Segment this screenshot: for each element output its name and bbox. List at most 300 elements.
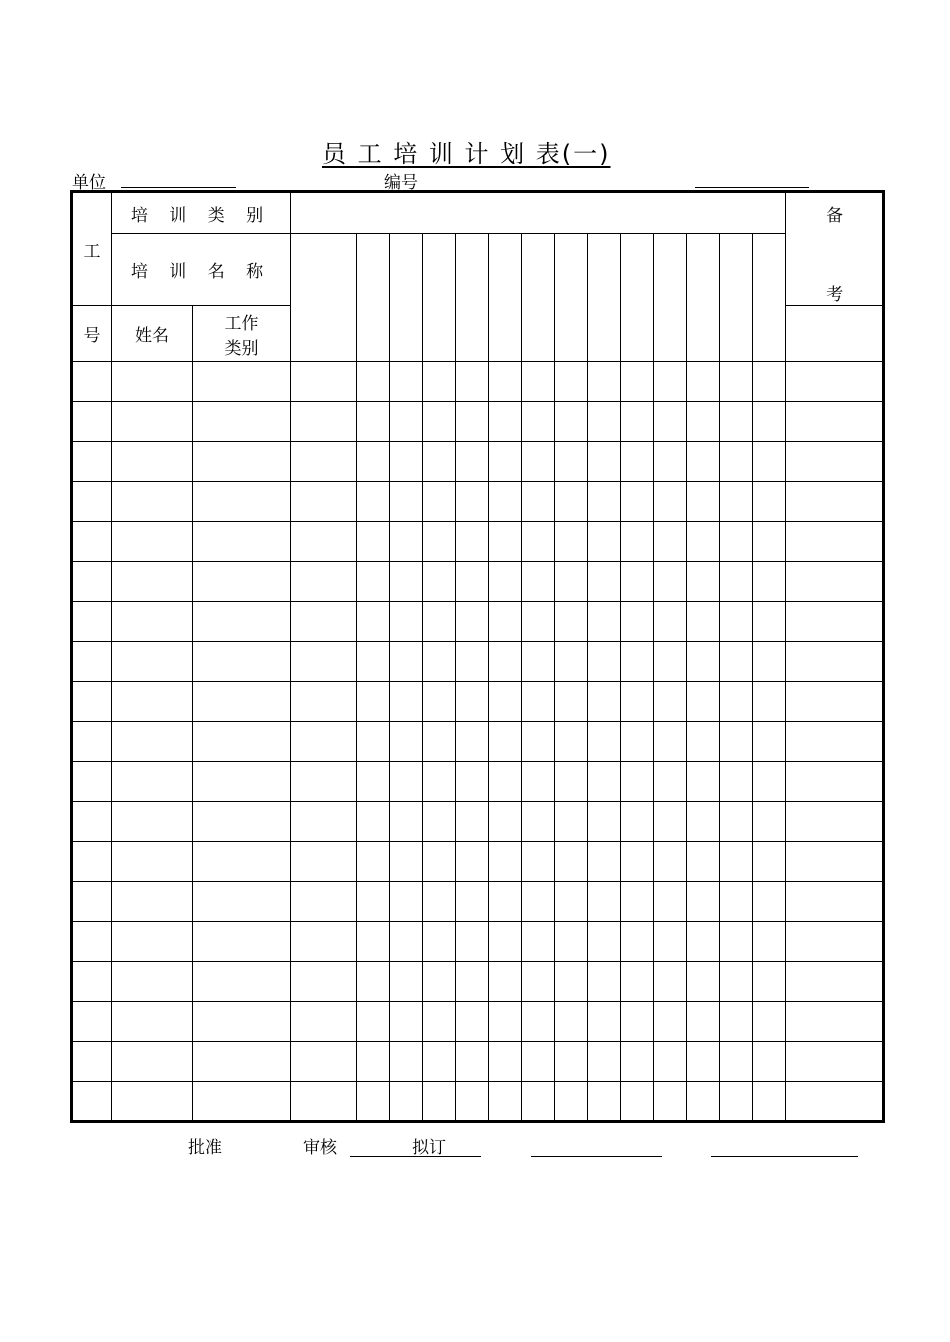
table-cell[interactable] <box>555 402 588 442</box>
table-cell[interactable] <box>654 682 687 722</box>
table-cell[interactable] <box>654 762 687 802</box>
table-cell[interactable] <box>72 442 112 482</box>
table-cell[interactable] <box>588 842 621 882</box>
table-cell[interactable] <box>72 922 112 962</box>
table-cell[interactable] <box>687 562 720 602</box>
table-cell[interactable] <box>654 842 687 882</box>
table-cell[interactable] <box>357 522 390 562</box>
course-column-header[interactable] <box>588 234 621 362</box>
table-cell[interactable] <box>753 882 786 922</box>
table-cell[interactable] <box>112 642 193 682</box>
table-cell[interactable] <box>522 762 555 802</box>
table-cell[interactable] <box>112 802 193 842</box>
table-cell[interactable] <box>786 642 884 682</box>
table-cell[interactable] <box>72 362 112 402</box>
table-cell[interactable] <box>588 402 621 442</box>
table-cell[interactable] <box>588 1002 621 1042</box>
table-cell[interactable] <box>423 1002 456 1042</box>
course-column-header[interactable] <box>489 234 522 362</box>
table-cell[interactable] <box>621 442 654 482</box>
table-cell[interactable] <box>555 482 588 522</box>
table-cell[interactable] <box>588 1042 621 1082</box>
table-cell[interactable] <box>72 882 112 922</box>
table-cell[interactable] <box>786 602 884 642</box>
table-cell[interactable] <box>786 882 884 922</box>
table-cell[interactable] <box>720 642 753 682</box>
table-cell[interactable] <box>654 962 687 1002</box>
table-cell[interactable] <box>654 642 687 682</box>
table-cell[interactable] <box>753 482 786 522</box>
table-cell[interactable] <box>588 522 621 562</box>
table-cell[interactable] <box>456 1002 489 1042</box>
table-cell[interactable] <box>555 802 588 842</box>
table-cell[interactable] <box>555 962 588 1002</box>
table-cell[interactable] <box>193 882 291 922</box>
table-cell[interactable] <box>753 1042 786 1082</box>
table-cell[interactable] <box>72 762 112 802</box>
table-cell[interactable] <box>720 962 753 1002</box>
table-cell[interactable] <box>687 482 720 522</box>
table-cell[interactable] <box>489 842 522 882</box>
table-cell[interactable] <box>456 882 489 922</box>
table-cell[interactable] <box>786 962 884 1002</box>
table-cell[interactable] <box>456 762 489 802</box>
table-cell[interactable] <box>390 842 423 882</box>
table-cell[interactable] <box>786 482 884 522</box>
table-cell[interactable] <box>423 922 456 962</box>
table-cell[interactable] <box>291 1082 357 1122</box>
table-cell[interactable] <box>423 442 456 482</box>
table-cell[interactable] <box>390 602 423 642</box>
table-cell[interactable] <box>489 522 522 562</box>
table-cell[interactable] <box>423 682 456 722</box>
table-cell[interactable] <box>786 762 884 802</box>
table-cell[interactable] <box>291 762 357 802</box>
table-cell[interactable] <box>357 562 390 602</box>
table-cell[interactable] <box>720 842 753 882</box>
table-cell[interactable] <box>588 722 621 762</box>
table-cell[interactable] <box>522 522 555 562</box>
table-cell[interactable] <box>654 722 687 762</box>
table-cell[interactable] <box>72 722 112 762</box>
table-cell[interactable] <box>390 1042 423 1082</box>
table-cell[interactable] <box>621 1042 654 1082</box>
table-cell[interactable] <box>786 842 884 882</box>
table-cell[interactable] <box>456 962 489 1002</box>
table-cell[interactable] <box>72 642 112 682</box>
table-cell[interactable] <box>489 402 522 442</box>
table-cell[interactable] <box>621 562 654 602</box>
table-cell[interactable] <box>193 842 291 882</box>
table-cell[interactable] <box>112 602 193 642</box>
table-cell[interactable] <box>555 602 588 642</box>
course-column-header[interactable] <box>522 234 555 362</box>
table-cell[interactable] <box>489 802 522 842</box>
table-cell[interactable] <box>291 1002 357 1042</box>
table-cell[interactable] <box>193 442 291 482</box>
course-column-header[interactable] <box>654 234 687 362</box>
table-cell[interactable] <box>291 962 357 1002</box>
table-cell[interactable] <box>753 842 786 882</box>
table-cell[interactable] <box>588 682 621 722</box>
table-cell[interactable] <box>489 722 522 762</box>
table-cell[interactable] <box>654 362 687 402</box>
table-cell[interactable] <box>291 362 357 402</box>
table-cell[interactable] <box>291 402 357 442</box>
table-cell[interactable] <box>522 402 555 442</box>
table-cell[interactable] <box>621 362 654 402</box>
table-cell[interactable] <box>621 522 654 562</box>
table-cell[interactable] <box>390 482 423 522</box>
table-cell[interactable] <box>489 1042 522 1082</box>
table-cell[interactable] <box>357 682 390 722</box>
table-cell[interactable] <box>621 402 654 442</box>
table-cell[interactable] <box>588 562 621 602</box>
table-cell[interactable] <box>654 882 687 922</box>
table-cell[interactable] <box>687 682 720 722</box>
table-cell[interactable] <box>654 442 687 482</box>
table-cell[interactable] <box>423 602 456 642</box>
table-cell[interactable] <box>786 682 884 722</box>
table-cell[interactable] <box>423 642 456 682</box>
table-cell[interactable] <box>357 802 390 842</box>
table-cell[interactable] <box>720 602 753 642</box>
table-cell[interactable] <box>291 482 357 522</box>
table-cell[interactable] <box>72 482 112 522</box>
course-column-header[interactable] <box>753 234 786 362</box>
table-cell[interactable] <box>687 922 720 962</box>
table-cell[interactable] <box>522 682 555 722</box>
table-cell[interactable] <box>357 882 390 922</box>
table-cell[interactable] <box>291 882 357 922</box>
table-cell[interactable] <box>357 362 390 402</box>
table-cell[interactable] <box>753 1002 786 1042</box>
table-cell[interactable] <box>786 1042 884 1082</box>
table-cell[interactable] <box>522 1082 555 1122</box>
table-cell[interactable] <box>588 802 621 842</box>
table-cell[interactable] <box>753 722 786 762</box>
table-cell[interactable] <box>291 682 357 722</box>
course-column-header[interactable] <box>687 234 720 362</box>
table-cell[interactable] <box>456 722 489 762</box>
table-cell[interactable] <box>357 642 390 682</box>
table-cell[interactable] <box>456 482 489 522</box>
table-cell[interactable] <box>72 402 112 442</box>
table-cell[interactable] <box>456 642 489 682</box>
table-cell[interactable] <box>489 1002 522 1042</box>
table-cell[interactable] <box>687 842 720 882</box>
table-cell[interactable] <box>555 882 588 922</box>
table-cell[interactable] <box>489 562 522 602</box>
table-cell[interactable] <box>720 802 753 842</box>
table-cell[interactable] <box>112 482 193 522</box>
table-cell[interactable] <box>456 842 489 882</box>
table-cell[interactable] <box>72 1082 112 1122</box>
table-cell[interactable] <box>588 1082 621 1122</box>
table-cell[interactable] <box>522 642 555 682</box>
table-cell[interactable] <box>390 362 423 402</box>
table-cell[interactable] <box>555 442 588 482</box>
table-cell[interactable] <box>456 802 489 842</box>
table-cell[interactable] <box>654 802 687 842</box>
table-cell[interactable] <box>489 1082 522 1122</box>
table-cell[interactable] <box>423 802 456 842</box>
table-cell[interactable] <box>621 682 654 722</box>
table-cell[interactable] <box>555 762 588 802</box>
table-cell[interactable] <box>456 402 489 442</box>
table-cell[interactable] <box>621 722 654 762</box>
table-cell[interactable] <box>786 442 884 482</box>
table-cell[interactable] <box>193 402 291 442</box>
training-type-cell[interactable] <box>291 192 786 234</box>
table-cell[interactable] <box>621 482 654 522</box>
table-cell[interactable] <box>588 882 621 922</box>
table-cell[interactable] <box>621 1082 654 1122</box>
table-cell[interactable] <box>291 522 357 562</box>
table-cell[interactable] <box>720 1042 753 1082</box>
table-cell[interactable] <box>193 762 291 802</box>
table-cell[interactable] <box>456 922 489 962</box>
table-cell[interactable] <box>291 922 357 962</box>
table-cell[interactable] <box>423 722 456 762</box>
table-cell[interactable] <box>72 1002 112 1042</box>
table-cell[interactable] <box>753 762 786 802</box>
table-cell[interactable] <box>654 1082 687 1122</box>
table-cell[interactable] <box>786 722 884 762</box>
table-cell[interactable] <box>390 722 423 762</box>
table-cell[interactable] <box>112 442 193 482</box>
course-column-header[interactable] <box>621 234 654 362</box>
table-cell[interactable] <box>489 442 522 482</box>
table-cell[interactable] <box>588 362 621 402</box>
table-cell[interactable] <box>753 962 786 1002</box>
table-cell[interactable] <box>72 602 112 642</box>
course-column-header[interactable] <box>456 234 489 362</box>
table-cell[interactable] <box>390 1002 423 1042</box>
table-cell[interactable] <box>291 602 357 642</box>
table-cell[interactable] <box>720 762 753 802</box>
table-cell[interactable] <box>193 562 291 602</box>
table-cell[interactable] <box>687 522 720 562</box>
table-cell[interactable] <box>654 1042 687 1082</box>
table-cell[interactable] <box>621 602 654 642</box>
table-cell[interactable] <box>753 442 786 482</box>
table-cell[interactable] <box>588 442 621 482</box>
table-cell[interactable] <box>193 922 291 962</box>
table-cell[interactable] <box>786 922 884 962</box>
table-cell[interactable] <box>423 882 456 922</box>
table-cell[interactable] <box>720 1002 753 1042</box>
table-cell[interactable] <box>489 682 522 722</box>
table-cell[interactable] <box>720 1082 753 1122</box>
table-cell[interactable] <box>390 762 423 802</box>
table-cell[interactable] <box>291 642 357 682</box>
table-cell[interactable] <box>522 882 555 922</box>
table-cell[interactable] <box>687 722 720 762</box>
table-cell[interactable] <box>357 962 390 1002</box>
table-cell[interactable] <box>112 882 193 922</box>
table-cell[interactable] <box>555 362 588 402</box>
table-cell[interactable] <box>456 442 489 482</box>
table-cell[interactable] <box>193 1082 291 1122</box>
table-cell[interactable] <box>621 842 654 882</box>
table-cell[interactable] <box>489 882 522 922</box>
table-cell[interactable] <box>687 1042 720 1082</box>
table-cell[interactable] <box>720 442 753 482</box>
table-cell[interactable] <box>193 362 291 402</box>
table-cell[interactable] <box>753 642 786 682</box>
course-column-header[interactable] <box>357 234 390 362</box>
table-cell[interactable] <box>112 522 193 562</box>
table-cell[interactable] <box>555 522 588 562</box>
table-cell[interactable] <box>112 1042 193 1082</box>
course-column-header[interactable] <box>555 234 588 362</box>
table-cell[interactable] <box>687 1082 720 1122</box>
table-cell[interactable] <box>753 682 786 722</box>
table-cell[interactable] <box>555 642 588 682</box>
table-cell[interactable] <box>423 362 456 402</box>
table-cell[interactable] <box>489 962 522 1002</box>
table-cell[interactable] <box>390 922 423 962</box>
table-cell[interactable] <box>423 402 456 442</box>
table-cell[interactable] <box>456 562 489 602</box>
remarks-subcell[interactable] <box>786 306 884 362</box>
table-cell[interactable] <box>753 562 786 602</box>
table-cell[interactable] <box>72 682 112 722</box>
table-cell[interactable] <box>72 522 112 562</box>
table-cell[interactable] <box>357 722 390 762</box>
table-cell[interactable] <box>357 1002 390 1042</box>
table-cell[interactable] <box>112 842 193 882</box>
table-cell[interactable] <box>786 1002 884 1042</box>
table-cell[interactable] <box>555 1002 588 1042</box>
table-cell[interactable] <box>720 922 753 962</box>
table-cell[interactable] <box>291 802 357 842</box>
table-cell[interactable] <box>555 922 588 962</box>
table-cell[interactable] <box>390 442 423 482</box>
table-cell[interactable] <box>456 1082 489 1122</box>
table-cell[interactable] <box>654 522 687 562</box>
table-cell[interactable] <box>357 1082 390 1122</box>
table-cell[interactable] <box>390 962 423 1002</box>
table-cell[interactable] <box>687 1002 720 1042</box>
course-column-header[interactable] <box>390 234 423 362</box>
table-cell[interactable] <box>357 442 390 482</box>
table-cell[interactable] <box>193 682 291 722</box>
table-cell[interactable] <box>357 842 390 882</box>
table-cell[interactable] <box>522 442 555 482</box>
table-cell[interactable] <box>112 362 193 402</box>
table-cell[interactable] <box>390 882 423 922</box>
table-cell[interactable] <box>112 962 193 1002</box>
table-cell[interactable] <box>291 1042 357 1082</box>
course-column-header[interactable] <box>423 234 456 362</box>
table-cell[interactable] <box>489 362 522 402</box>
table-cell[interactable] <box>555 1082 588 1122</box>
table-cell[interactable] <box>423 562 456 602</box>
table-cell[interactable] <box>390 562 423 602</box>
table-cell[interactable] <box>753 802 786 842</box>
table-cell[interactable] <box>588 922 621 962</box>
table-cell[interactable] <box>621 642 654 682</box>
table-cell[interactable] <box>193 962 291 1002</box>
table-cell[interactable] <box>357 602 390 642</box>
course-column-header[interactable] <box>720 234 753 362</box>
table-cell[interactable] <box>687 442 720 482</box>
table-cell[interactable] <box>621 962 654 1002</box>
table-cell[interactable] <box>522 802 555 842</box>
table-cell[interactable] <box>786 802 884 842</box>
table-cell[interactable] <box>654 562 687 602</box>
table-cell[interactable] <box>357 762 390 802</box>
table-cell[interactable] <box>522 722 555 762</box>
table-cell[interactable] <box>357 1042 390 1082</box>
table-cell[interactable] <box>112 1002 193 1042</box>
table-cell[interactable] <box>193 802 291 842</box>
table-cell[interactable] <box>687 642 720 682</box>
table-cell[interactable] <box>390 1082 423 1122</box>
table-cell[interactable] <box>112 722 193 762</box>
table-cell[interactable] <box>193 642 291 682</box>
table-cell[interactable] <box>753 602 786 642</box>
table-cell[interactable] <box>423 762 456 802</box>
course-column-header[interactable] <box>291 234 357 362</box>
table-cell[interactable] <box>112 682 193 722</box>
table-cell[interactable] <box>456 602 489 642</box>
table-cell[interactable] <box>654 922 687 962</box>
table-cell[interactable] <box>291 722 357 762</box>
table-cell[interactable] <box>489 762 522 802</box>
table-cell[interactable] <box>456 682 489 722</box>
table-cell[interactable] <box>687 962 720 1002</box>
table-cell[interactable] <box>456 522 489 562</box>
table-cell[interactable] <box>193 482 291 522</box>
table-cell[interactable] <box>687 762 720 802</box>
table-cell[interactable] <box>112 922 193 962</box>
table-cell[interactable] <box>588 642 621 682</box>
table-cell[interactable] <box>522 362 555 402</box>
table-cell[interactable] <box>621 762 654 802</box>
table-cell[interactable] <box>72 962 112 1002</box>
table-cell[interactable] <box>193 1042 291 1082</box>
table-cell[interactable] <box>720 882 753 922</box>
table-cell[interactable] <box>72 842 112 882</box>
table-cell[interactable] <box>654 482 687 522</box>
table-cell[interactable] <box>357 402 390 442</box>
table-cell[interactable] <box>687 802 720 842</box>
table-cell[interactable] <box>621 882 654 922</box>
table-cell[interactable] <box>357 482 390 522</box>
table-cell[interactable] <box>456 362 489 402</box>
table-cell[interactable] <box>522 962 555 1002</box>
table-cell[interactable] <box>654 402 687 442</box>
table-cell[interactable] <box>193 522 291 562</box>
table-cell[interactable] <box>522 602 555 642</box>
table-cell[interactable] <box>112 762 193 802</box>
table-cell[interactable] <box>786 1082 884 1122</box>
table-cell[interactable] <box>786 522 884 562</box>
table-cell[interactable] <box>291 442 357 482</box>
table-cell[interactable] <box>588 962 621 1002</box>
table-cell[interactable] <box>522 922 555 962</box>
table-cell[interactable] <box>555 722 588 762</box>
table-cell[interactable] <box>654 602 687 642</box>
table-cell[interactable] <box>753 922 786 962</box>
table-cell[interactable] <box>687 602 720 642</box>
table-cell[interactable] <box>193 602 291 642</box>
table-cell[interactable] <box>72 1042 112 1082</box>
table-cell[interactable] <box>753 402 786 442</box>
